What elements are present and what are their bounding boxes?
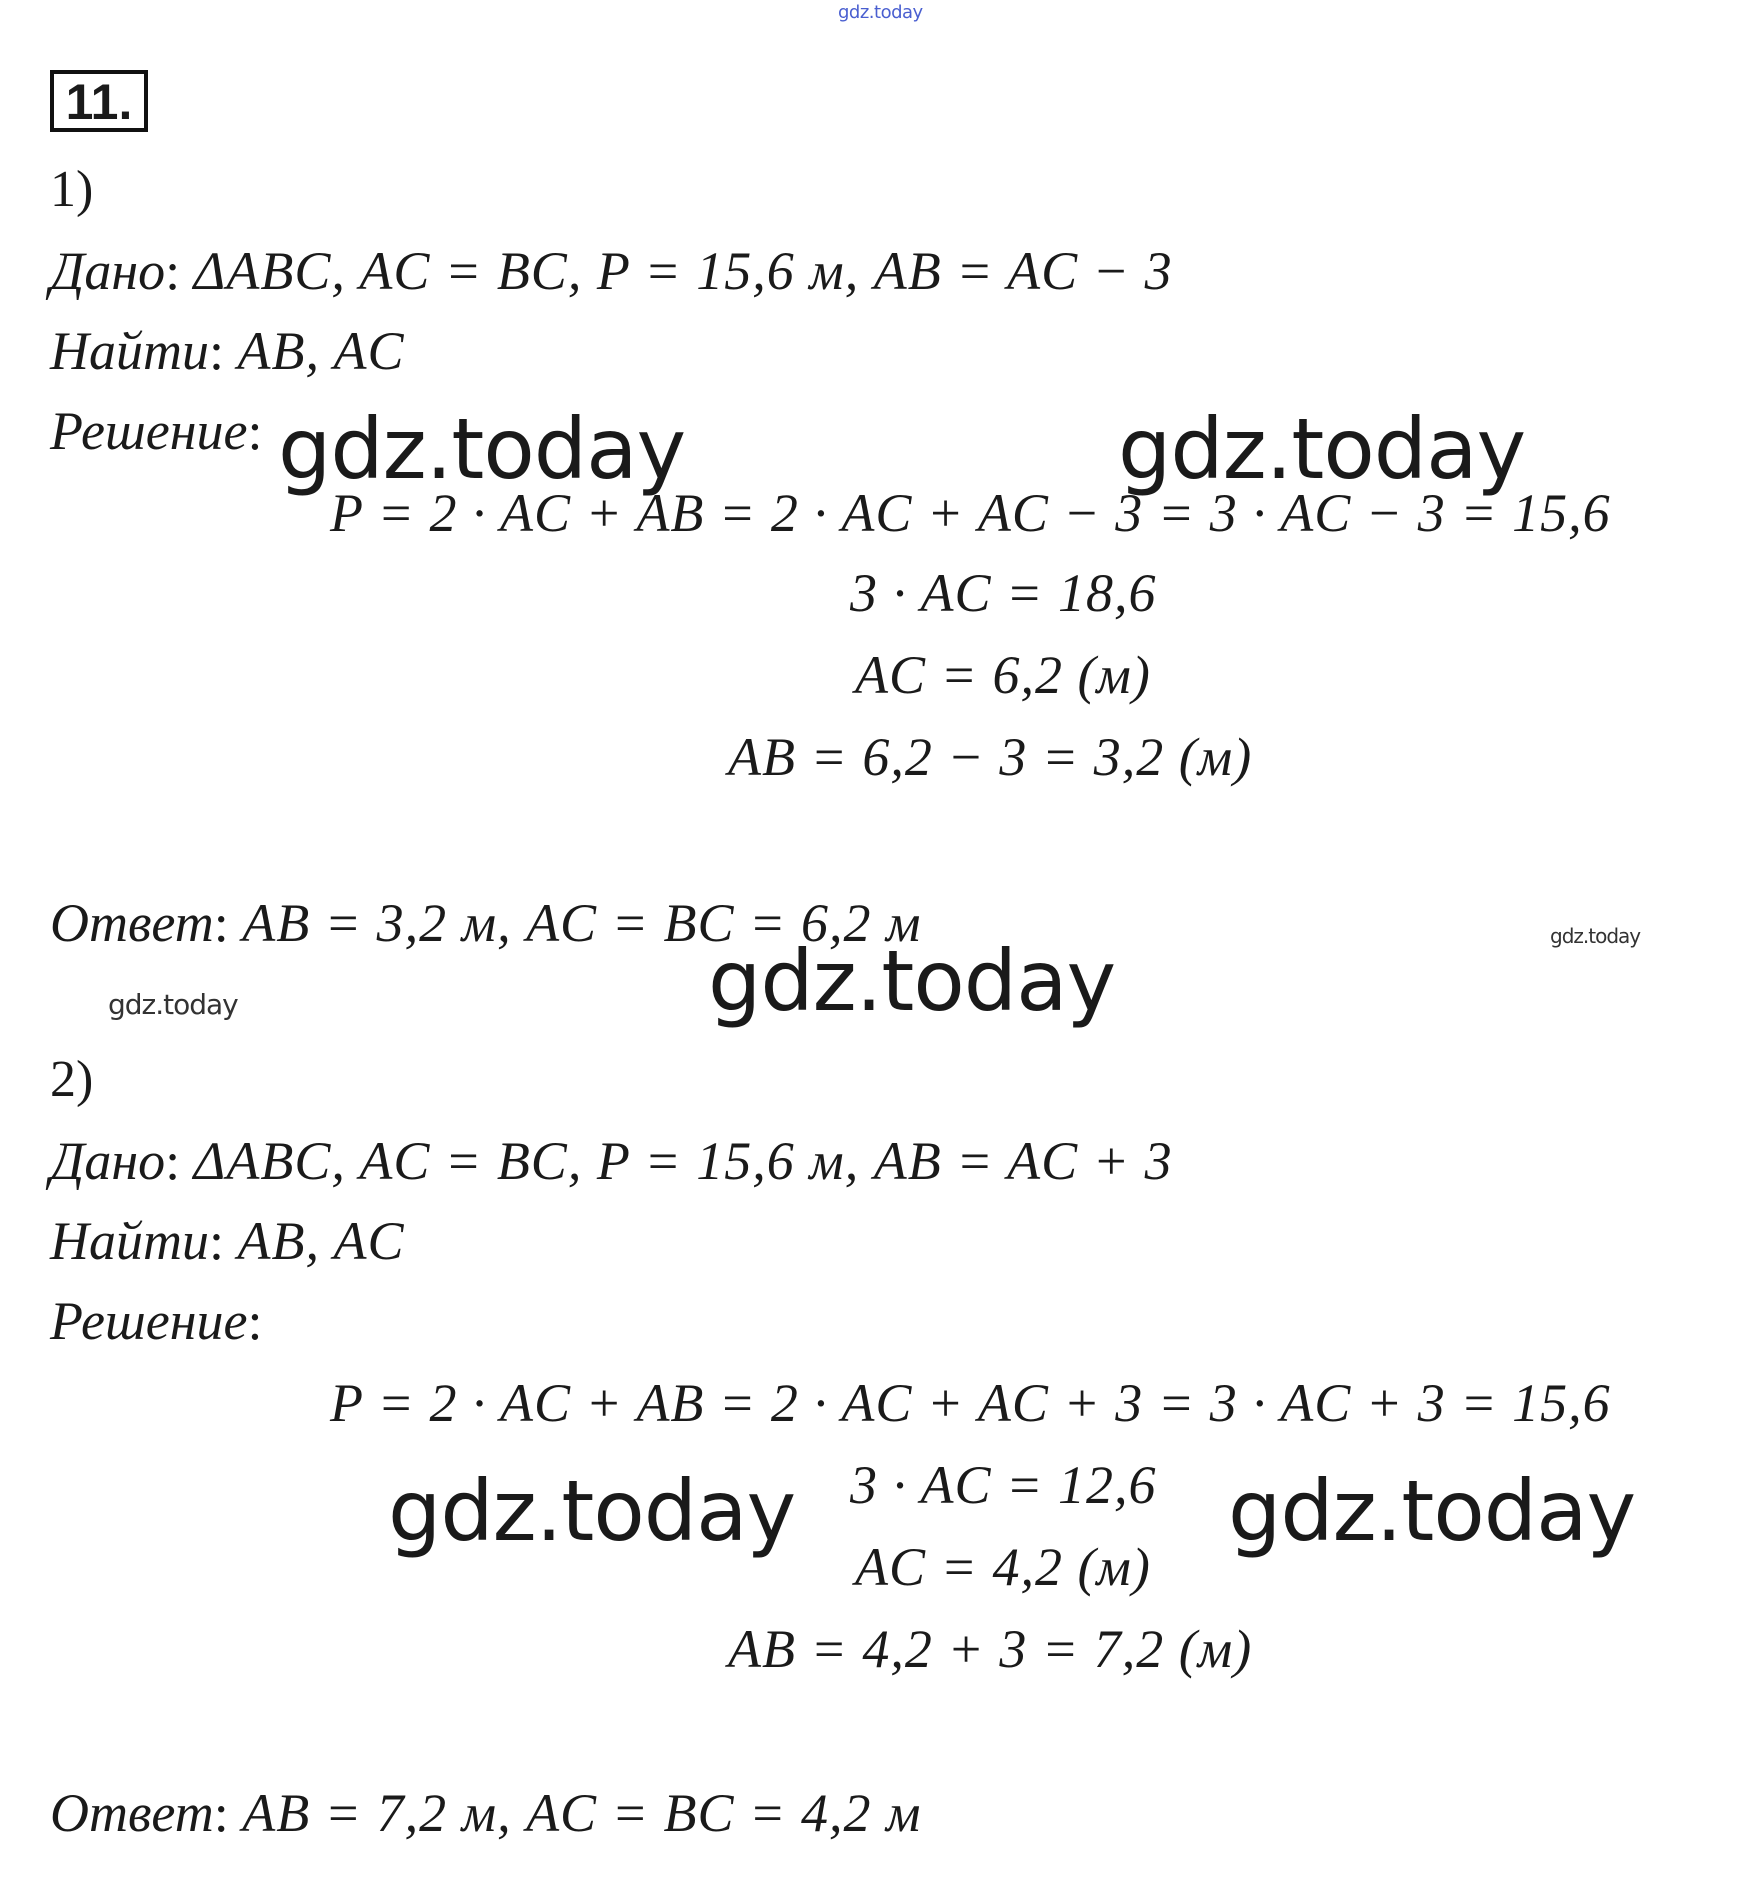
part1-equation-4: AB = 6,2 − 3 = 3,2 (м)	[728, 727, 1253, 787]
watermark: gdz.today	[108, 988, 238, 1021]
part2-find: Найти: AB, AC	[50, 1211, 405, 1271]
part1-answer: Ответ: AB = 3,2 м, AC = BC = 6,2 м	[50, 893, 922, 953]
given-text: ΔABC, AC = BC, P = 15,6 м, AB = AC + 3	[193, 1131, 1173, 1191]
task-number: 11.	[50, 70, 148, 132]
answer-text: AB = 3,2 м, AC = BC = 6,2 м	[242, 893, 922, 953]
find-text: AB, AC	[237, 1211, 405, 1271]
watermark: gdz.today	[1118, 400, 1526, 498]
part2-solution: Решение:	[50, 1291, 263, 1351]
part1-equation-2: 3 · AC = 18,6	[850, 563, 1157, 623]
part1-given: Дано: ΔABC, AC = BC, P = 15,6 м, AB = AC − 3	[50, 241, 1173, 301]
watermark: gdz.today	[1228, 1462, 1636, 1560]
watermark: gdz.today	[388, 1462, 796, 1560]
watermark: gdz.today	[1550, 924, 1641, 948]
header-watermark: gdz.today	[838, 2, 923, 23]
part1-solution: Решение:	[50, 401, 263, 461]
part1-label: 1)	[50, 161, 94, 218]
part1-equation-1: P = 2 · AC + AB = 2 · AC + AC − 3 = 3 · AC − 3 = 15,6	[330, 483, 1611, 543]
part2-given: Дано: ΔABC, AC = BC, P = 15,6 м, AB = AC + 3	[50, 1131, 1173, 1191]
answer-text: AB = 7,2 м, AC = BC = 4,2 м	[242, 1783, 922, 1843]
part1-find: Найти: AB, AC	[50, 321, 405, 381]
watermark: gdz.today	[278, 400, 686, 498]
answer-label: Ответ	[50, 893, 214, 953]
find-label: Найти	[50, 1211, 209, 1271]
find-text: AB, AC	[237, 321, 405, 381]
part1-equation-3: AC = 6,2 (м)	[855, 645, 1151, 705]
find-label: Найти	[50, 321, 209, 381]
given-label: Дано	[50, 241, 166, 301]
part2-equation-2: 3 · AC = 12,6	[850, 1455, 1157, 1515]
solution-label: Решение	[50, 1291, 248, 1351]
watermark: gdz.today	[708, 932, 1116, 1030]
part2-equation-1: P = 2 · AC + AB = 2 · AC + AC + 3 = 3 · AC + 3 = 15,6	[330, 1373, 1611, 1433]
part2-answer: Ответ: AB = 7,2 м, AC = BC = 4,2 м	[50, 1783, 922, 1843]
given-label: Дано	[50, 1131, 166, 1191]
part2-equation-4: AB = 4,2 + 3 = 7,2 (м)	[728, 1619, 1253, 1679]
part2-equation-3: AC = 4,2 (м)	[855, 1537, 1151, 1597]
part2-label: 2)	[50, 1051, 94, 1108]
answer-label: Ответ	[50, 1783, 214, 1843]
given-text: ΔABC, AC = BC, P = 15,6 м, AB = AC − 3	[193, 241, 1173, 301]
solution-label: Решение	[50, 401, 248, 461]
